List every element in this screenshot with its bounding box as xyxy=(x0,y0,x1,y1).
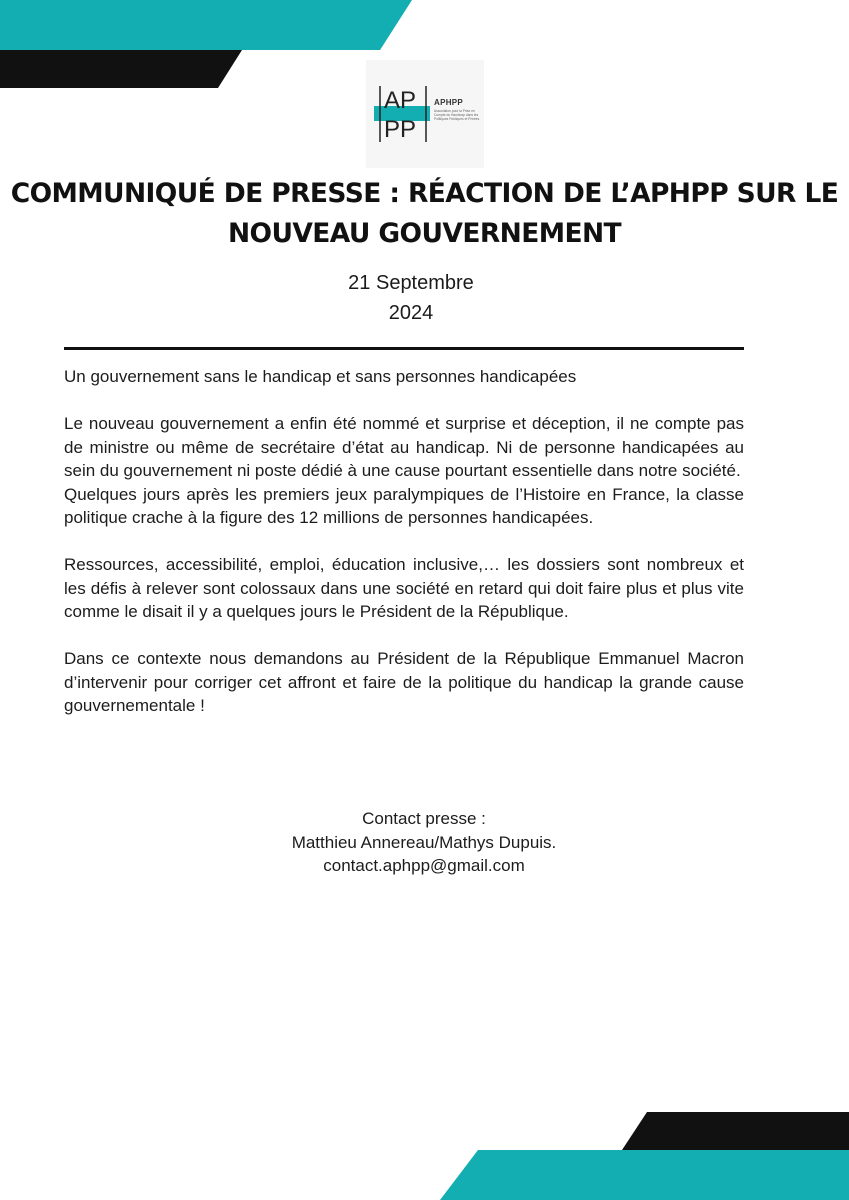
logo-letters-top: AP xyxy=(384,87,417,114)
logo-name: APHPP xyxy=(434,98,464,107)
logo-letters-bottom: PP xyxy=(384,116,417,143)
press-body xyxy=(64,365,744,741)
title-line-2: NOUVEAU GOUVERNEMENT xyxy=(227,218,622,249)
top-left-decoration xyxy=(0,0,420,92)
date-day-month: 21 Septembre xyxy=(348,272,474,294)
date-year: 2024 xyxy=(388,302,434,324)
headline: Un gouvernement sans le handicap et sans personnes handicapées xyxy=(64,367,577,386)
black-band-bottom xyxy=(622,1112,849,1150)
black-band-top xyxy=(0,50,242,88)
divider xyxy=(64,347,744,350)
paragraph-3: Ressources, accessibilité, emploi, éducation inclusive,… les dossiers sont nombreux et les défis à relever sont colossaux dans une société en retard qui doit faire plus et plus vite comme le disait il y a quelques jours le Président de la République. xyxy=(64,555,744,621)
teal-band-top xyxy=(0,0,412,50)
teal-band-bottom xyxy=(440,1150,849,1200)
contact-email: contact.aphpp@gmail.com xyxy=(323,856,525,875)
paragraph-1: Le nouveau gouvernement a enfin été nommé et surprise et déception, il ne compte pas de ministre ou même de secrétaire d’état au handicap. Ni de personne handicapées au sein du gouvernement ni poste dédié à une cause pourtant essentielle dans notre société. xyxy=(64,414,744,480)
paragraph-2: Quelques jours après les premiers jeux paralympiques de l’Histoire en France, la classe politique crache à la figure des 12 millions de personnes handicapées. xyxy=(64,484,744,527)
contact-names: Matthieu Annereau/Mathys Dupuis. xyxy=(291,832,557,852)
page-title xyxy=(0,174,849,254)
logo-tagline: Association pour la Prise en Compte du Handicap dans les Politiques Publiques et Privées xyxy=(434,109,480,121)
bottom-right-decoration xyxy=(440,1108,849,1200)
press-date xyxy=(311,268,511,328)
press-contact xyxy=(224,807,624,878)
paragraph-4: Dans ce contexte nous demandons au Président de la République Emmanuel Macron d’intervenir pour corriger cet affront et faire de la politique du handicap la grande cause gouvernementale ! xyxy=(64,649,744,715)
contact-label: Contact presse : xyxy=(362,809,486,828)
aphpp-logo xyxy=(374,80,434,144)
title-line-1: COMMUNIQUÉ DE PRESSE : RÉACTION DE L’APHPP SUR LE xyxy=(10,178,839,209)
